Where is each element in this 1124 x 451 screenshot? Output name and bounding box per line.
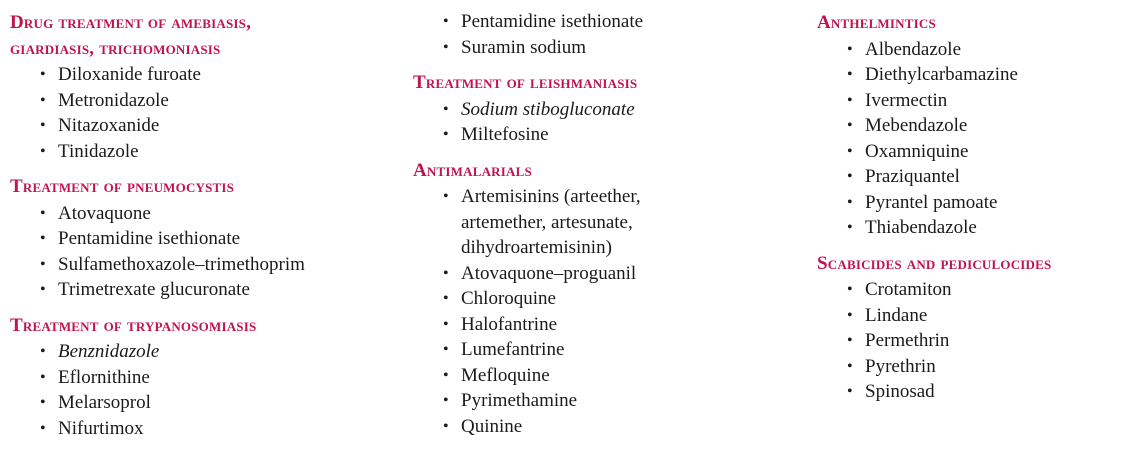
drug-name: Spinosad — [865, 381, 935, 402]
list-item — [10, 113, 400, 139]
drug-name: Atovaquone — [58, 202, 151, 224]
list-item — [413, 337, 808, 363]
drug-name: Thiabendazole — [865, 217, 977, 238]
list-item — [10, 339, 400, 365]
bullet-icon: • — [847, 66, 853, 83]
list-item — [10, 252, 400, 278]
section-heading: Antimalarials — [413, 159, 532, 181]
drug-list — [817, 276, 1117, 405]
column-2 — [413, 0, 808, 439]
column-1 — [10, 0, 400, 441]
drug-name: Nifurtimox — [58, 417, 144, 439]
bullet-icon: • — [847, 306, 853, 324]
bullet-icon: • — [443, 13, 449, 30]
bullet-icon: • — [443, 341, 449, 358]
drug-name: Praziquantel — [865, 166, 960, 187]
drug-name: Miltefosine — [461, 124, 549, 145]
drug-name: Diloxanide furoate — [58, 64, 201, 85]
list-item — [10, 365, 400, 391]
section-continued — [413, 0, 808, 60]
bullet-icon: • — [847, 281, 853, 298]
bullet-icon: • — [40, 255, 46, 273]
drug-name: Quinine — [461, 415, 523, 437]
list-item — [413, 35, 808, 61]
bullet-icon: • — [847, 357, 853, 375]
list-item — [413, 363, 808, 389]
list-item — [817, 139, 1117, 165]
drug-name: Metronidazole — [58, 89, 169, 111]
list-item — [10, 416, 400, 442]
list-item — [817, 190, 1117, 216]
drug-name: Nitazoxanide — [58, 115, 160, 136]
drug-name: Permethrin — [865, 330, 950, 351]
drug-list — [413, 183, 808, 439]
drug-name: Oxamniquine — [865, 140, 969, 162]
list-item — [817, 354, 1117, 380]
drug-name: Pentamidine isethionate — [58, 228, 241, 249]
section-treatment-of-leishmaniasis — [413, 60, 808, 148]
drug-name: Suramin sodium — [461, 36, 587, 58]
bullet-icon: • — [443, 100, 449, 118]
drug-name: Mefloquine — [461, 364, 550, 386]
section-scabicides-and-pediculocides — [817, 241, 1117, 405]
drug-name: Artemisinins (arteether, artemether, artesunate, dihydroartemisinin) — [461, 186, 641, 258]
section-heading: Treatment of trypanosomiasis — [10, 314, 257, 336]
bullet-icon: • — [40, 66, 46, 83]
list-item — [10, 277, 400, 303]
section-antimalarials — [413, 148, 808, 440]
section-heading: Treatment of leishmaniasis — [413, 72, 638, 93]
list-item — [817, 215, 1117, 241]
drug-name: Sodium stibogluconate — [461, 98, 635, 120]
drug-name: Melarsoprol — [58, 392, 151, 413]
drug-name: Halofantrine — [461, 313, 558, 335]
bullet-icon: • — [40, 230, 46, 247]
list-item — [10, 139, 400, 165]
section-treatment-of-trypanosomiasis — [10, 303, 400, 442]
list-item — [10, 88, 400, 114]
drug-name: Crotamiton — [865, 279, 952, 300]
list-item — [413, 388, 808, 414]
drug-name: Trimetrexate glucuronate — [58, 279, 250, 300]
bullet-icon: • — [40, 368, 46, 386]
bullet-icon: • — [40, 281, 46, 298]
drug-name: Pentamidine isethionate — [461, 11, 644, 32]
bullet-icon: • — [443, 366, 449, 384]
section-drug-treatment-of-amebiasis-giardiasis-trichomoniasis — [10, 0, 400, 164]
list-item — [817, 37, 1117, 63]
bullet-icon: • — [40, 343, 46, 360]
bullet-icon: • — [40, 394, 46, 411]
bullet-icon: • — [443, 315, 449, 333]
section-heading: Anthelmintics — [817, 12, 936, 33]
list-item — [413, 184, 808, 261]
drug-name: Pyrantel pamoate — [865, 191, 998, 213]
drug-name: Diethylcarbamazine — [865, 64, 1018, 85]
drug-name: Mebendazole — [865, 115, 968, 136]
drug-list — [10, 200, 400, 303]
section-treatment-of-pneumocystis — [10, 164, 400, 303]
bullet-icon: • — [40, 117, 46, 134]
list-item — [413, 414, 808, 440]
list-item — [413, 9, 808, 35]
bullet-icon: • — [847, 168, 853, 185]
drug-name: Albendazole — [865, 38, 962, 60]
section-heading: Scabicides and pediculocides — [817, 252, 1052, 274]
drug-name: Ivermectin — [865, 89, 948, 111]
list-item — [10, 62, 400, 88]
drug-name: Chloroquine — [461, 288, 556, 309]
drug-name: Tinidazole — [58, 140, 139, 162]
list-item — [413, 286, 808, 312]
list-item — [817, 328, 1117, 354]
bullet-icon: • — [847, 142, 853, 160]
bullet-icon: • — [847, 193, 853, 211]
list-item — [817, 88, 1117, 114]
list-item — [817, 113, 1117, 139]
drug-list — [10, 338, 400, 441]
bullet-icon: • — [847, 383, 853, 400]
bullet-icon: • — [443, 392, 449, 409]
drug-list — [413, 0, 808, 60]
list-item — [10, 201, 400, 227]
bullet-icon: • — [40, 142, 46, 160]
bullet-icon: • — [847, 91, 853, 109]
bullet-icon: • — [443, 417, 449, 435]
drug-name: Lindane — [865, 304, 928, 326]
drug-name: Eflornithine — [58, 366, 150, 388]
list-item — [817, 62, 1117, 88]
drug-name: Lumefantrine — [461, 339, 565, 360]
bullet-icon: • — [443, 38, 449, 56]
bullet-icon: • — [40, 204, 46, 222]
bullet-icon: • — [443, 126, 449, 143]
list-item — [817, 303, 1117, 329]
drug-name: Atovaquone–proguanil — [461, 262, 637, 284]
section-heading: Drug treatment of amebiasis, giardiasis, trichomoniasis — [10, 12, 252, 59]
drug-list — [817, 36, 1117, 241]
bullet-icon: • — [847, 219, 853, 236]
bullet-icon: • — [443, 290, 449, 307]
drug-list — [413, 96, 808, 148]
bullet-icon: • — [443, 188, 449, 205]
section-heading: Treatment of pneumocystis — [10, 176, 235, 197]
drug-name: Sulfamethoxazole–trimethoprim — [58, 253, 305, 275]
drug-list — [10, 61, 400, 164]
drug-name: Pyrimethamine — [461, 390, 578, 411]
drug-name: Benznidazole — [58, 341, 160, 362]
list-item — [817, 379, 1117, 405]
list-item — [413, 261, 808, 287]
drug-name: Pyrethrin — [865, 355, 936, 377]
section-anthelmintics — [817, 0, 1117, 241]
list-item — [413, 122, 808, 148]
list-item — [817, 277, 1117, 303]
bullet-icon: • — [443, 264, 449, 282]
column-3 — [817, 0, 1117, 405]
list-item — [413, 312, 808, 338]
bullet-icon: • — [40, 91, 46, 109]
bullet-icon: • — [40, 419, 46, 437]
bullet-icon: • — [847, 40, 853, 58]
bullet-icon: • — [847, 117, 853, 134]
list-item — [413, 97, 808, 123]
list-item — [10, 390, 400, 416]
bullet-icon: • — [847, 332, 853, 349]
list-item — [817, 164, 1117, 190]
list-item — [10, 226, 400, 252]
